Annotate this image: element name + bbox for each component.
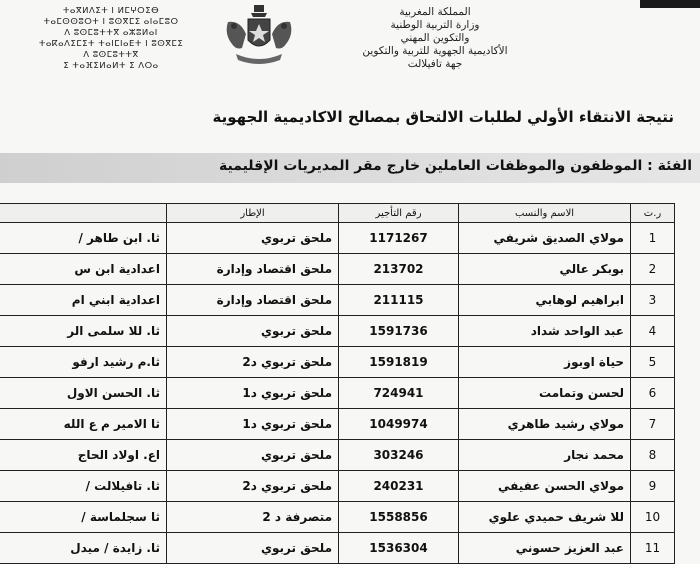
employee-name: مولاي الصديق شريفي (459, 223, 631, 254)
col-header-cadre: الإطار (167, 204, 339, 223)
row-number: 9 (631, 471, 675, 502)
payroll-number: 213702 (339, 254, 459, 285)
coat-of-arms-icon (222, 4, 296, 68)
payroll-number: 1558856 (339, 502, 459, 533)
workplace: اعدادية ابني ام (0, 285, 167, 316)
workplace: اعدادية ابن س (0, 254, 167, 285)
employee-name: حياة اوبوز (459, 347, 631, 378)
col-header-code: رقم التأجير (339, 204, 459, 223)
table-row (0, 440, 675, 471)
table-row (0, 223, 675, 254)
table-row (0, 254, 675, 285)
tifinagh-line: ⴷ ⵓⵙⵎⵓⵜⵜⴳ (83, 50, 139, 60)
employee-name: عبد العزيز حسوني (459, 533, 631, 564)
employee-name: مولاي رشيد طاهري (459, 409, 631, 440)
cadre: ملحق تربوي د2 (167, 471, 339, 502)
employee-name: للا شريف حميدي علوي (459, 502, 631, 533)
row-number: 8 (631, 440, 675, 471)
employee-name: لحسن وتمامت (459, 378, 631, 409)
workplace: ثا. تافيلالت / (0, 471, 167, 502)
cadre: ملحق اقتصاد وإدارة (167, 285, 339, 316)
payroll-number: 1536304 (339, 533, 459, 564)
cadre: ملحق تربوي د1 (167, 409, 339, 440)
row-number: 11 (631, 533, 675, 564)
row-number: 4 (631, 316, 675, 347)
tifinagh-line: ⵉ ⵜⴰⴼⵉⵍⴰⵍⵜ ⵉ ⴷⵔⴰ (63, 61, 159, 71)
results-table (0, 203, 675, 564)
table-row (0, 533, 675, 564)
category-label: الفئة : الموظفون والموظفات العاملين خارج مقر المديريات الإقليمية (219, 158, 692, 174)
table-row (0, 471, 675, 502)
col-header-workplace (0, 204, 167, 223)
table-header-row (0, 204, 675, 223)
payroll-number: 211115 (339, 285, 459, 316)
row-number: 3 (631, 285, 675, 316)
cadre: ملحق تربوي د2 (167, 347, 339, 378)
header-line: المملكة المغربية (399, 6, 471, 18)
cadre: ملحق اقتصاد وإدارة (167, 254, 339, 285)
row-number: 5 (631, 347, 675, 378)
tifinagh-line: ⵜⴰⴽⴰⴷⵉⵎⵉⵜ ⵜⴰⵏⵎⵏⴰⴹⵜ ⵏ ⵓⵙⴳⵎⵉ (38, 39, 184, 49)
top-edge-bar (640, 0, 700, 8)
workplace: ثا الامير م ع الله (0, 409, 167, 440)
header-line: وزارة التربية الوطنية (390, 19, 480, 31)
workplace: ثا. ابن طاهر / (0, 223, 167, 254)
cadre: ملحق تربوي (167, 316, 339, 347)
row-number: 10 (631, 502, 675, 533)
table-row (0, 347, 675, 378)
cadre: متصرفة د 2 (167, 502, 339, 533)
arabic-header (300, 6, 570, 71)
document-title: نتيجة الانتقاء الأولي لطلبات الالتحاق بمصالح الاكاديمية الجهوية (212, 108, 674, 126)
tifinagh-line: ⵜⴰⴳⵍⴷⵉⵜ ⵏ ⵍⵎⵖⵔⵉⴱ (62, 6, 160, 16)
table-row (0, 502, 675, 533)
workplace: ثا. زايدة / ميدل (0, 533, 167, 564)
workplace: ثا. الحسن الاول (0, 378, 167, 409)
cadre: ملحق تربوي د1 (167, 378, 339, 409)
payroll-number: 1049974 (339, 409, 459, 440)
header-line: جهة تافيلالت (407, 58, 463, 70)
cadre: ملحق تربوي (167, 223, 339, 254)
table-row (0, 285, 675, 316)
table-row (0, 378, 675, 409)
row-number: 6 (631, 378, 675, 409)
employee-name: محمد نجار (459, 440, 631, 471)
workplace: ثا. للا سلمى الر (0, 316, 167, 347)
payroll-number: 1171267 (339, 223, 459, 254)
payroll-number: 303246 (339, 440, 459, 471)
employee-name: عبد الواحد شداد (459, 316, 631, 347)
tifinagh-line: ⴷ ⵓⵙⵎⵓⵜⵜⴳ ⴰⵣⵓⵍⴰⵏ (64, 28, 158, 38)
payroll-number: 724941 (339, 378, 459, 409)
payroll-number: 1591736 (339, 316, 459, 347)
workplace: ثا.م رشيد ارفو (0, 347, 167, 378)
row-number: 1 (631, 223, 675, 254)
tifinagh-line: ⵜⴰⵎⵙⵙⵓⵔⵜ ⵏ ⵓⵙⴳⵎⵉ ⴰⵏⴰⵎⵓⵔ (43, 17, 179, 27)
employee-name: ابراهيم لوهابي (459, 285, 631, 316)
table-row (0, 316, 675, 347)
tifinagh-header (6, 6, 216, 72)
payroll-number: 1591819 (339, 347, 459, 378)
payroll-number: 240231 (339, 471, 459, 502)
employee-name: بوبكر عالي (459, 254, 631, 285)
employee-name: مولاي الحسن عفيفي (459, 471, 631, 502)
cadre: ملحق تربوي (167, 440, 339, 471)
header-line: والتكوين المهني (400, 32, 470, 44)
col-header-name: الاسم والنسب (459, 204, 631, 223)
row-number: 7 (631, 409, 675, 440)
col-header-number: ر.ت (631, 204, 675, 223)
header-line: الأكاديمية الجهوية للتربية والتكوين (362, 45, 508, 57)
workplace: اع. اولاد الحاج (0, 440, 167, 471)
table-row (0, 409, 675, 440)
cadre: ملحق تربوي (167, 533, 339, 564)
workplace: ثا سجلماسة / (0, 502, 167, 533)
row-number: 2 (631, 254, 675, 285)
